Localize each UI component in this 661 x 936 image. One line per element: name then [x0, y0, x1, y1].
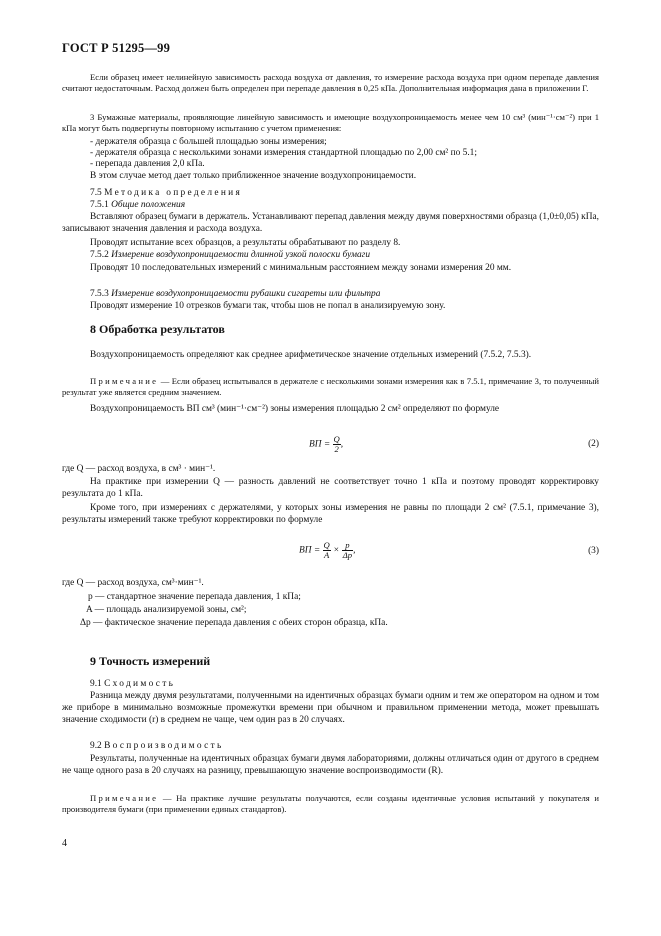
paragraph-10-measurements: Проводят 10 последовательных измерений с минимальным расстоянием между зонами измерения 20 мм. [90, 263, 512, 273]
paragraph-approx: В этом случае метод дает только приближенное значение воздухопроницаемости. [90, 171, 417, 181]
section-9-2-heading [90, 740, 224, 752]
section-number: 7.5 [90, 188, 102, 198]
paragraph-10-segments: Проводят измерение 10 отрезков бумаги так, чтобы шов не попал в анализируемую зону. [90, 301, 446, 311]
note-label: Примечание [90, 793, 159, 803]
paragraph-repeatability: Разница между двумя результатами, полученными на идентичных образцах бумаги одним и тем же оператором на одном и том же приборе в минимально возможные промежутки времени при обычном и правильном применении метода, может превышать значение сходимости (r) в среднем не чаще, чем один раз в 20 случаях. [62, 691, 599, 726]
eq-numerator: Q [323, 540, 330, 550]
note-2 [62, 793, 599, 815]
eq-fraction [333, 434, 344, 454]
section-title: Измерение воздухопроницаемости рубашки сигареты или фильтра [111, 289, 381, 299]
section-7-5-2-heading [90, 249, 370, 261]
note-label: Примечание [90, 376, 159, 386]
eq-lhs: ВП = [309, 439, 331, 450]
paragraph-test-all: Проводят испытание всех образцов, а результаты обрабатывают по разделу 8. [90, 238, 401, 248]
section-7-5-1-heading [90, 199, 185, 211]
where-q-2: где Q — расход воздуха, см³·мин⁻¹. [62, 578, 204, 588]
paragraph-reproducibility: Результаты, полученные на идентичных образцах бумаги двумя лабораториями, должны отличаться один от другого в среднем не чаще одного раза в 20 случаях на разницу, превышающую значение воспроизводимости (R). [62, 754, 599, 777]
section-number: 7.5.3 [90, 289, 109, 299]
section-8-heading: 8 Обработка результатов [90, 322, 225, 336]
eq-tail: , [340, 439, 344, 450]
paragraph-formula-2-intro: Воздухопроницаемость ВП см³ (мин⁻¹·см⁻²) зоны измерения площадью 2 см² определяют по формуле [90, 404, 500, 414]
note-3-paper: 3 Бумажные материалы, проявляющие линейную зависимость и имеющие воздухопроницаемость менее чем 10 см³ (мин⁻¹·см⁻²) при 1 кПа могут быть подвергнуты повторному испытанию с учетом применения: [62, 112, 599, 133]
list-item: - перепада давления 2,0 кПа. [90, 159, 205, 169]
section-7-5-3-heading [90, 288, 380, 300]
paragraph-nonlinear: Если образец имеет нелинейную зависимость расхода воздуха от давления, то измерение расхода воздуха при одном перепаде давления считают недостаточным. Расход должен быть определен при перепаде давления в 0,25 кПа. Дополнительная информация дана в приложении Г. [62, 72, 599, 93]
equation-number: (3) [588, 546, 599, 556]
eq-denominator: A [324, 550, 330, 560]
where-p: p — стандартное значение перепада давления, 1 кПа; [88, 592, 301, 602]
list-item: - держателя образца с несколькими зонами измерения стандартной площадью по 2,00 см² по 5.1; [90, 148, 477, 158]
eq-denominator: 2 [334, 444, 339, 454]
note-text: — На практике лучшие результаты получаются, если созданы идентичные условия испытаний у покупателя и производителя бумаги (при применении единых стандартов). [62, 793, 599, 814]
where-q-1: где Q — расход воздуха, в см³ · мин⁻¹. [62, 464, 216, 474]
section-number: 7.5.2 [90, 250, 109, 260]
eq-numerator: Q [333, 434, 340, 444]
equation-2 [309, 435, 343, 454]
section-number: 9.2 [90, 741, 102, 751]
paragraph-correction: На практике при измерении Q — разность давлений не соответствует точно 1 кПа и поэтому проводят корректировку результата до 1 кПа. [62, 477, 599, 500]
paragraph-average: Воздухопроницаемость определяют как среднее арифметическое значение отдельных измерений (7.5.2, 7.5.3). [90, 350, 532, 360]
section-7-5-heading [90, 187, 242, 199]
equation-number: (2) [588, 439, 599, 449]
note-text: — Если образец испытывался в держателе с несколькими зонами измерения как в 7.5.1, примечание 3, то полученный результат уже является средним значением. [62, 376, 599, 397]
list-item: - держателя образца с большей площадью зоны измерения; [90, 137, 327, 147]
section-title: Измерение воздухопроницаемости длинной узкой полоски бумаги [111, 250, 371, 260]
eq-denominator: Δp [342, 550, 353, 560]
eq-lhs: ВП = [299, 545, 321, 556]
doc-code: ГОСТ Р 51295—99 [62, 41, 171, 55]
note-1 [62, 376, 599, 398]
section-title: Сходимость [104, 679, 176, 689]
section-9-1-heading [90, 678, 175, 690]
section-title: Воспроизводимость [104, 741, 224, 751]
paragraph-holders: Кроме того, при измерениях с держателями, у которых зоны измерения не равны по площади 2 см² (7.5.1, примечание 3), результаты измерений также требуют корректировки по формуле [62, 503, 599, 526]
section-number: 9.1 [90, 679, 102, 689]
section-title: Методика определения [104, 188, 243, 198]
eq-fraction [323, 541, 331, 560]
equation-3 [299, 541, 355, 560]
section-9-heading: 9 Точность измерений [90, 654, 211, 668]
eq-times: × [333, 545, 340, 556]
page-number: 4 [62, 838, 67, 849]
section-title: Общие положения [111, 200, 186, 210]
paragraph-insert-sample: Вставляют образец бумаги в держатель. Устанавливают перепад давления между двумя поверхностями образца (1,0±0,05) кПа, записывают значения давления и расхода воздуха. [62, 212, 599, 235]
eq-tail: , [353, 545, 356, 556]
eq-numerator: p [342, 541, 353, 551]
where-delta-p: Δp — фактическое значение перепада давления с обеих сторон образца, кПа. [80, 618, 388, 628]
eq-fraction [342, 540, 356, 560]
section-number: 7.5.1 [90, 200, 109, 210]
where-a: A — площадь анализируемой зоны, см²; [86, 605, 247, 615]
